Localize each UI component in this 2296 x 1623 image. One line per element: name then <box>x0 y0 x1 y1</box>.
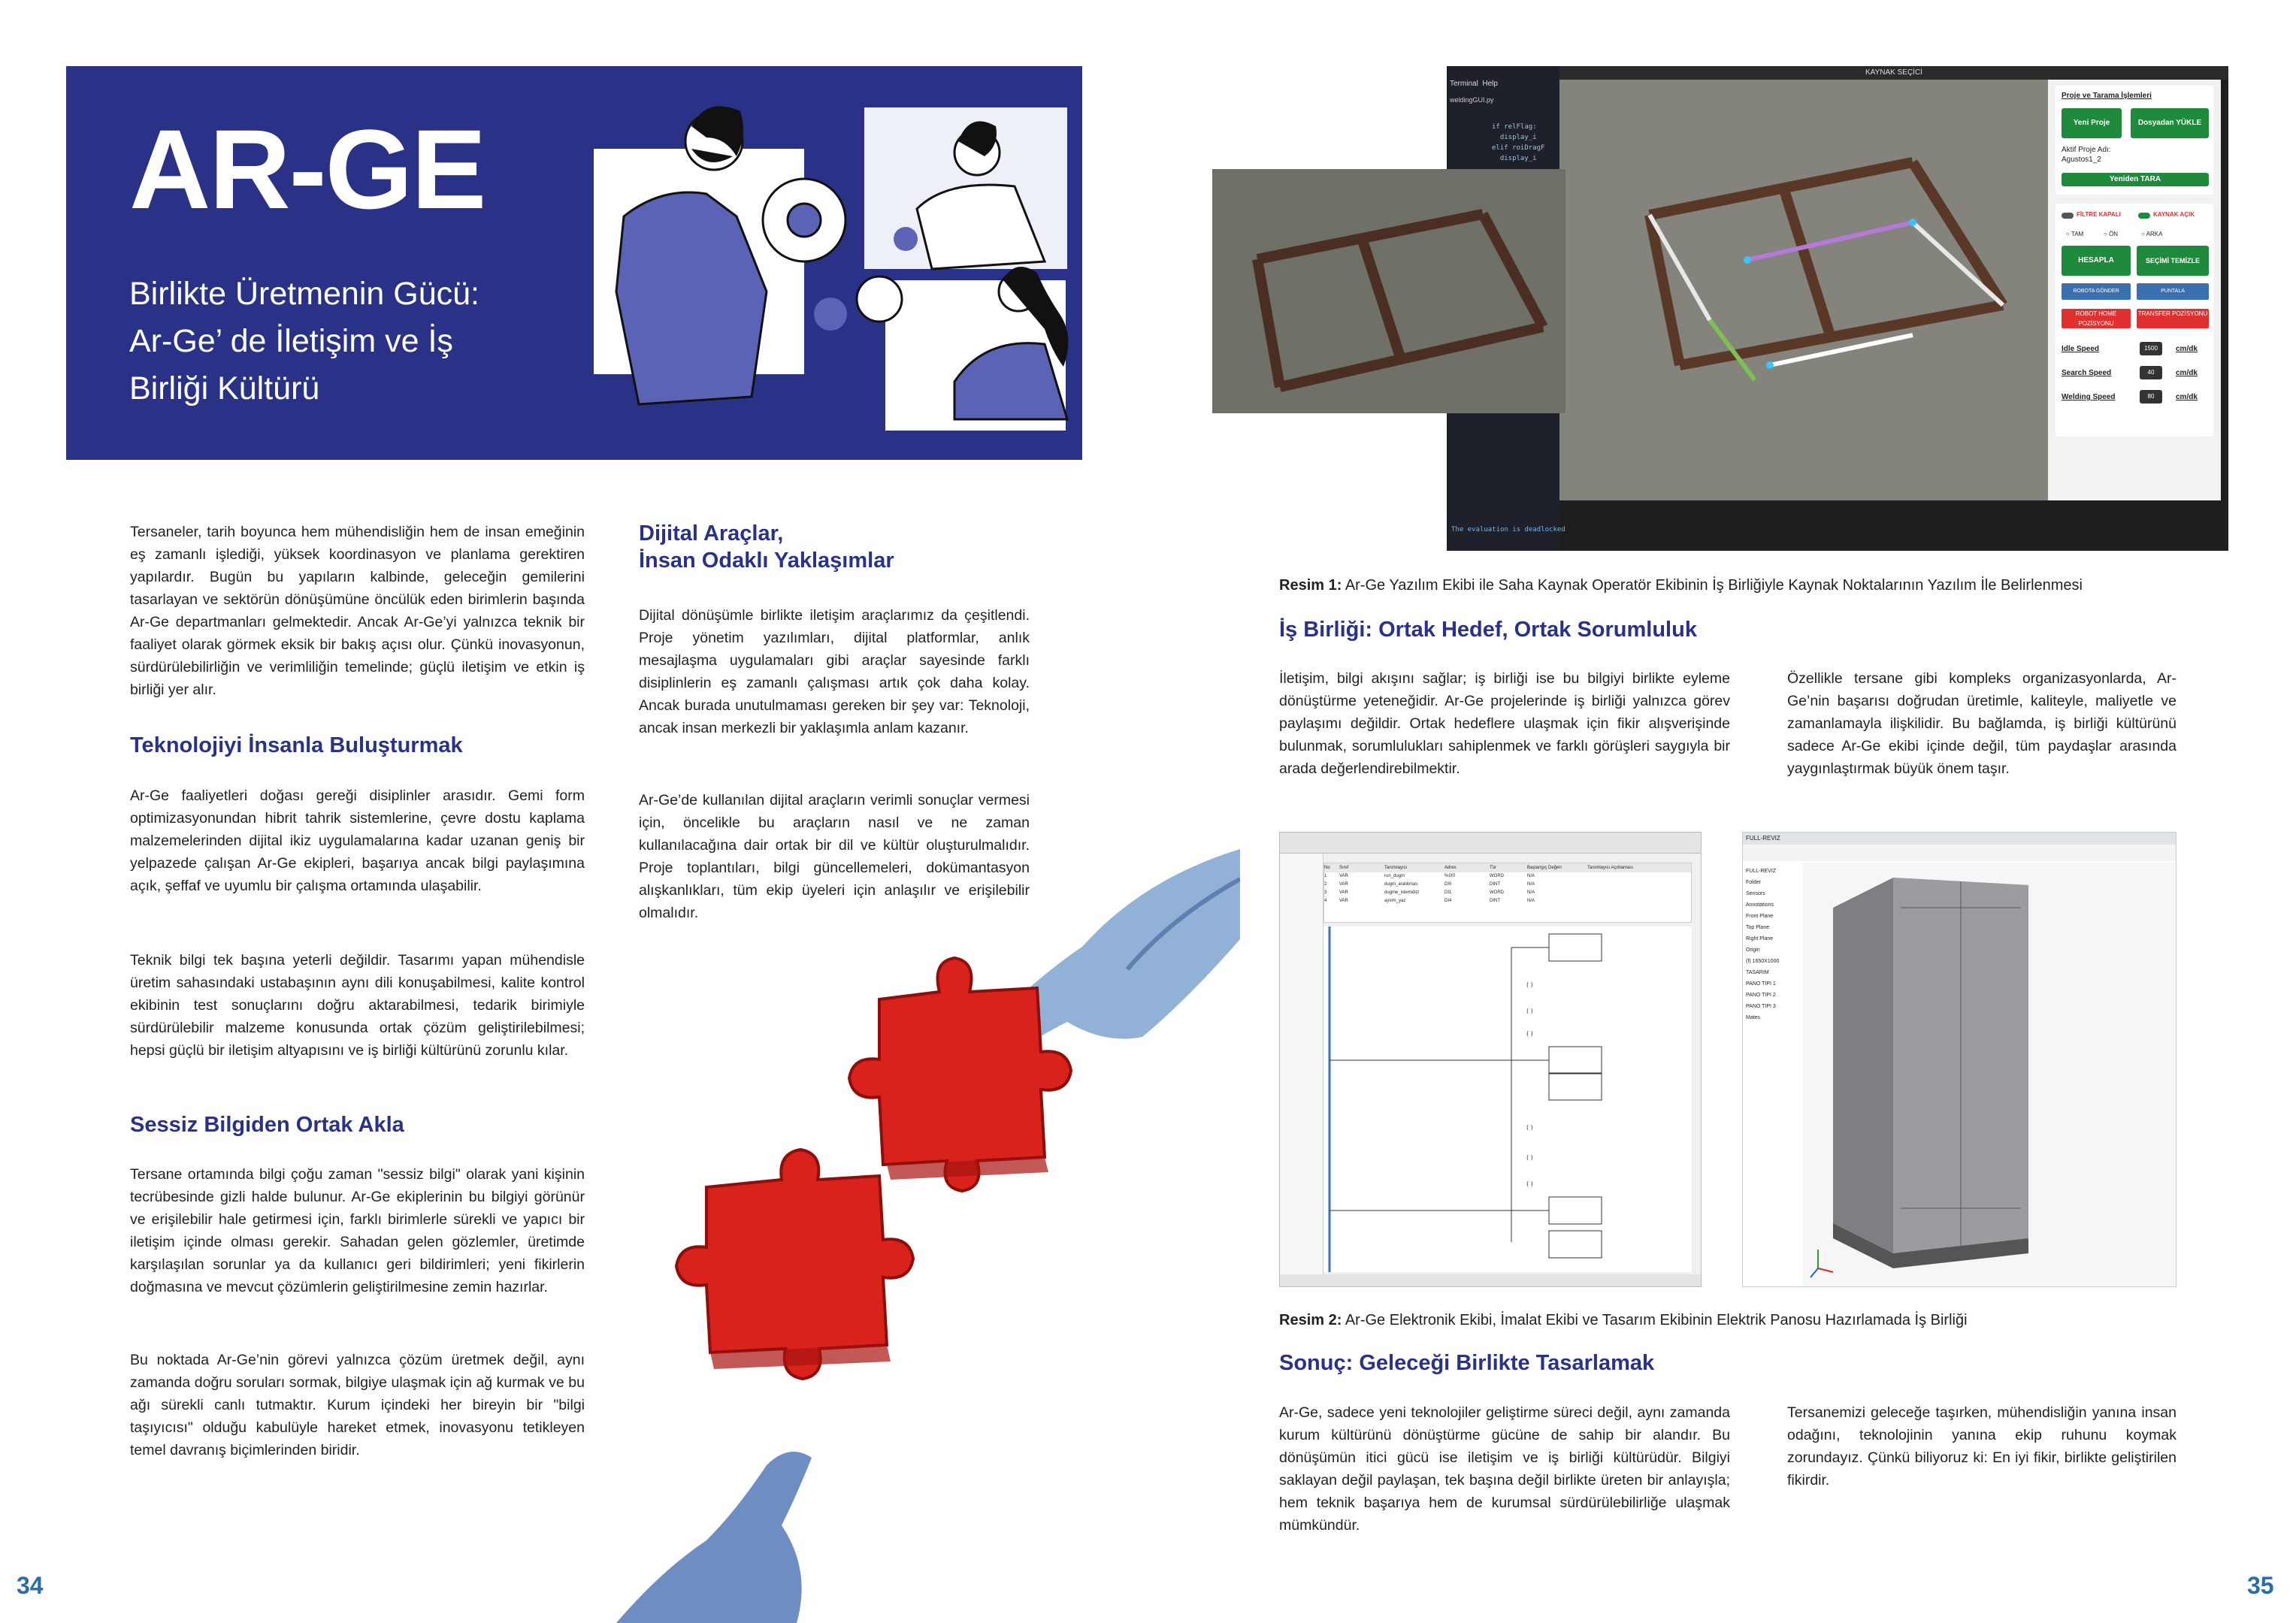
plc-variable-table: No Sınıf Tanımlayıcı Adres Tür Başlangıç Değeri Tanımlayıcı Açıklaması 1 VAR run_dugm %IX0 WORD N/A 2 VAR dugm_aralıkmas DI0 DINT N/A 3 VAR dugme_islemidizi DI1 WORD N/A 4 VAR ayvim_yaz DI4 DINT N/A <box>1323 863 1692 923</box>
page-number-right: 35 <box>2247 1572 2274 1599</box>
tree-item[interactable]: Mates <box>1746 1015 1761 1020</box>
tree-item[interactable]: (f) 1650X1000 <box>1746 959 1780 964</box>
tree-item[interactable]: Top Plane <box>1746 925 1770 930</box>
code-lines: if relFlag: display_i elif roiDragF display_i <box>1492 123 1545 162</box>
camera-view[interactable] <box>1559 80 2048 500</box>
svg-text:( ): ( ) <box>1526 1008 1533 1014</box>
table-row[interactable]: 4 VAR ayvim_yaz DI4 DINT N/A <box>1324 899 1535 903</box>
radio-back[interactable]: ○ ARKA <box>2141 231 2163 237</box>
tree-item[interactable]: Folder <box>1746 880 1761 885</box>
tree-item[interactable]: PANO TIPI 2 <box>1746 993 1776 998</box>
tech-paragraph-1: Ar-Ge faaliyetleri doğası gereği disiplinler arasıdır. Gemi form optimizasyonundan hibrit tahrik sistemlerine, çevre dostu kaplama malzemelerinden dijital ikiz uygulamalarına kadar uzanan geniş bir yelpazede çalışan Ar-Ge ekipleri, başarıya ancak bilgi paylaşımına açık, şeffaf ve uyumlu bir çalışma ortamında ulaşabilir. <box>130 787 585 894</box>
heading-collab: İş Birliği: Ortak Hedef, Ortak Sorumluluk <box>1279 618 1697 642</box>
welding-frame-photo <box>1212 169 1565 413</box>
active-project-value: Agustos1_2 <box>2062 156 2101 164</box>
svg-text:( ): ( ) <box>1526 1030 1533 1037</box>
collab-paragraph-left: İletişim, bilgi akışını sağlar; iş birliği ise bu bilgiyi birlikte eyleme dönüştürme yeteneğidir. Ar-Ge projelerinde iş birliği yalnızca görev paylaşımı değildir. Ortak hedeflere ulaşmak için fikir alışverişinde bulunmak, sorumlulukları sahiplenmek ve farklı görüşleri saygıyla bir arada değerlendirebilmektir. <box>1279 670 1730 777</box>
svg-text:( ): ( ) <box>1526 1180 1533 1187</box>
radio-front[interactable]: ○ ÖN <box>2104 231 2119 237</box>
calculate-button[interactable]: HESAPLA <box>2062 246 2131 276</box>
search-speed-input[interactable]: 40 <box>2140 366 2162 379</box>
tech-paragraph-2: Teknik bilgi tek başına yeterli değildir. Tasarımı yapan mühendisle üretim sahasındaki ustabaşının aynı dili konuşabilmesi, kalite kontrol ekibinin test sonuçlarını doğru aktarabilmesi, tedarik birimiyle sürdürülebilir malzeme konusunda ortak çözüm geliştirilebilmesi; hepsi güçlü bir iletişim altyapısını ve iş birliği kültürünü zorunlu kılar. <box>130 952 585 1059</box>
heading-conclusion: Sonuç: Geleceği Birlikte Tasarlamak <box>1279 1351 1655 1375</box>
caption-2: Resim 2: Ar-Ge Elektronik Ekibi, İmalat Ekibi ve Tasarım Ekibinin Elektrik Panosu Hazırlamada İş Birliği <box>1279 1312 1968 1328</box>
cad-titlebar: FULL-REVIZ <box>1743 833 2177 845</box>
weld-toggle[interactable] <box>2138 213 2150 219</box>
collab-paragraph-right: Özellikle tersane gibi kompleks organizasyonlarda, Ar-Ge’nin başarısı doğrudan üretimle, kaliteyle, maliyetle ve zamanlamayla ilişkilidir. Bu bağlamda, iş birliği kültürünü sadece Ar-Ge ekibi içinde değil, tüm paydaşlar arasında yaygınlaştırmak büyük önem taşır. <box>1787 670 2177 777</box>
heading-silent: Sessiz Bilgiden Ortak Akla <box>130 1113 404 1137</box>
plc-editor-screenshot <box>1279 832 1702 1287</box>
control-panel: Proje ve Tarama İşlemleri Yeni Proje Dosyadan YÜKLE Aktif Proje Adı: Agustos1_2 Yeniden TARA FİLTRE KAPALI KAYNAK AÇIK ○ TAM ○ ÖN ○ ARKA HESAPLA SEÇİMİ TEMİZLE ROBOTA GÖNDER PUNTALA ROBOT HOME POZİSYONU TRANSFER POZİSYONU Idle Speed 1500 cm/dk Search Speed 40 cm/dk Welding Speed 80 cm/dk <box>2048 80 2221 500</box>
digital-paragraph-2: Ar-Ge’de kullanılan dijital araçların verimli sonuçlar vermesi için, öncelikle bu araçların nasıl ve ne zaman kullanılacağına dair ortak bir dil ve kültür oluşturulmalıdır. Proje toplantıları, bilgi güncellemeleri, dokümantasyon alışkanlıkları, tüm ekip üyeleri için anlaşılır ve erişilebilir olmalıdır. <box>639 792 1030 921</box>
menu-terminal[interactable]: Terminal <box>1450 80 1478 88</box>
page-title: AR-GE <box>129 106 486 232</box>
puzzle-hands-illustration <box>616 849 1240 1623</box>
rescan-button[interactable]: Yeniden TARA <box>2062 173 2209 186</box>
panel-title: Proje ve Tarama İşlemleri <box>2062 92 2152 100</box>
electrical-cabinet-model[interactable] <box>1803 863 2177 1287</box>
svg-text:( ): ( ) <box>1526 1124 1533 1131</box>
menu-help[interactable]: Help <box>1482 80 1498 88</box>
editor-tab[interactable]: weldingGUI.py <box>1450 96 1494 104</box>
table-row[interactable]: 1 VAR run_dugm %IX0 WORD N/A <box>1324 874 1535 878</box>
tree-item[interactable]: Front Plane <box>1746 914 1774 919</box>
tree-item[interactable]: PANO TIPI 1 <box>1746 981 1776 987</box>
ladder-diagram[interactable] <box>1323 926 1692 1272</box>
silent-paragraph-1: Tersane ortamında bilgi çoğu zaman "sessiz bilgi" olarak yani kişinin tecrübesinde gizli halde bulunur. Ar-Ge ekiplerinin bu bilgiyi görünür ve erişilebilir hale getirmesi için, farklı birimlerle sürekli ve yapıcı bir iletişim içinde olması gerekir. Sahadan gelen gözlemler, üretimde karşılaşılan sorunlar ya da kullanıcı geri bildirimleri; yeni fikirlerin doğmasına ve mevcut çözümlerin geliştirilmesine zemin hazırlar. <box>130 1166 585 1295</box>
caption-1: Resim 1: Ar-Ge Yazılım Ekibi ile Saha Kaynak Operatör Ekibinin İş Birliğiyle Kaynak Noktalarının Yazılım İle Belirlenmesi <box>1279 577 2083 594</box>
plc-project-tree <box>1280 854 1323 1274</box>
intro-paragraph: Tersaneler, tarih boyunca hem mühendisliğin hem de insan emeğinin eş zamanlı işlediği, yüksek koordinasyon ve planlama gerektiren yapılardır. Bugün bu yapıların kalbinde, geleceğin gemilerini tasarlayan ve sektörün dönüşümüne öncülük eden birimlerin başında Ar-Ge departmanları gelmektedir. Ancak Ar-Ge’yi yalnızca teknik bir faaliyet olarak görmek eksik bir bakış açısı olur. Çünkü inovasyonun, sürdürülebilirliğin ve verimliliğin temelinde; güçlü iletişim ve etkin iş birliği yer alır. <box>130 524 585 698</box>
radio-full[interactable]: ○ TAM <box>2066 231 2084 237</box>
table-row[interactable]: 2 VAR dugm_aralıkmas DI0 DINT N/A <box>1324 882 1535 887</box>
page-number-left: 34 <box>17 1572 44 1599</box>
filter-toggle[interactable] <box>2062 213 2074 219</box>
teamwork-illustration <box>594 66 1082 460</box>
active-project-label: Aktif Proje Adı: <box>2062 146 2111 154</box>
table-row[interactable]: 3 VAR dugme_islemidizi DI1 WORD N/A <box>1324 890 1535 895</box>
page-subtitle: Birlikte Üretmenin Gücü: Ar-Ge’ de İletişim ve İş Birliği Kültürü <box>129 276 479 407</box>
idle-speed-input[interactable]: 1500 <box>2140 342 2162 355</box>
svg-text:( ): ( ) <box>1526 1154 1533 1161</box>
window-titlebar: KAYNAK SEÇİCİ <box>1559 66 2228 80</box>
new-project-button[interactable]: Yeni Proje <box>2062 108 2122 138</box>
weld-frame-render <box>1559 80 2048 500</box>
cad-screenshot <box>1742 832 2177 1287</box>
conclusion-paragraph-left: Ar-Ge, sadece yeni teknolojiler geliştirme süreci değil, aynı zamanda kurum kültürünü dönüştürme gücüne de sahip bir alandır. Bu dönüşümün itici gücü ise iletişim ve iş birliği kültürüdür. Bilgiyi saklayan değil paylaşan, tek başına değil birlikte üreten bir anlayışla; hem teknik başarıya hem de kurumsal sürdürülebilirliğe ulaşmak mümkündür. <box>1279 1404 1730 1534</box>
clear-selection-button[interactable]: SEÇİMİ TEMİZLE <box>2137 246 2209 276</box>
svg-text:( ): ( ) <box>1526 981 1533 988</box>
welding-speed-input[interactable]: 80 <box>2140 390 2162 403</box>
conclusion-paragraph-right: Tersanemizi geleceğe taşırken, mühendisliğin yanına insan odağını, teknolojinin yanına ekip ruhunu koymak zorundayız. Çünkü biliyoruz ki: En iyi fikir, birlikte geliştirilen fikirdir. <box>1787 1404 2177 1489</box>
tree-item[interactable]: PANO TIPI 3 <box>1746 1004 1776 1009</box>
tree-item[interactable]: Sensors <box>1746 891 1765 896</box>
transfer-button[interactable]: TRANSFER POZİSYONU <box>2137 309 2209 328</box>
tree-item[interactable]: TASARIM <box>1746 970 1769 975</box>
plc-toolbar <box>1280 833 1702 854</box>
heading-tech: Teknolojiyi İnsanla Buluşturmak <box>130 733 463 757</box>
tree-item[interactable]: FULL-REVIZ <box>1746 869 1777 874</box>
cad-feature-tree <box>1746 866 1798 1023</box>
digital-paragraph-1: Dijital dönüşümle birlikte iletişim araçlarımız da çeşitlendi. Proje yönetim yazılımları, dijital platformlar, anlık mesajlaşma uygulamaları gibi araçlar sayesinde farklı disiplinlerin eş zamanlı çalışması artık çok daha kolay. Ancak burada unutulmaması gereken bir şey var: Teknoloji, ancak insan merkezli bir yaklaşımla anlam kazanır. <box>639 607 1030 736</box>
send-robot-button[interactable]: ROBOTA GÖNDER <box>2062 283 2131 300</box>
code-editor: Terminal Help weldingGUI.py if relFlag: display_i elif roiDragF display_i The evaluation is deadlocked <box>1447 66 1559 551</box>
tree-item[interactable]: Right Plane <box>1746 936 1774 941</box>
heading-digital: Dijital Araçlar, İnsan Odaklı Yaklaşımlar <box>639 521 894 573</box>
silent-paragraph-2: Bu noktada Ar-Ge’nin görevi yalnızca çözüm üretmek değil, aynı zamanda doğru soruları sormak, bilgiye ulaşmak için ağ kurmak ve bu ağı sürekli canlı tutmaktır. Kurum içindeki her bireyin bir "bilgi taşıyıcısı" olduğu kabulüyle hareket etmek, inovasyonu tetikleyen temel davranış biçimlerinden biridir. <box>130 1352 585 1458</box>
cad-toolbar <box>1743 845 2177 861</box>
plc-statusbar <box>1280 1274 1702 1287</box>
load-file-button[interactable]: Dosyadan YÜKLE <box>2131 108 2209 138</box>
tree-item[interactable]: Origin <box>1746 948 1760 953</box>
tree-item[interactable]: Annotations <box>1746 902 1774 908</box>
robot-home-button[interactable]: ROBOT HOME POZİSYONU <box>2062 309 2131 328</box>
tack-button[interactable]: PUNTALA <box>2137 283 2209 300</box>
